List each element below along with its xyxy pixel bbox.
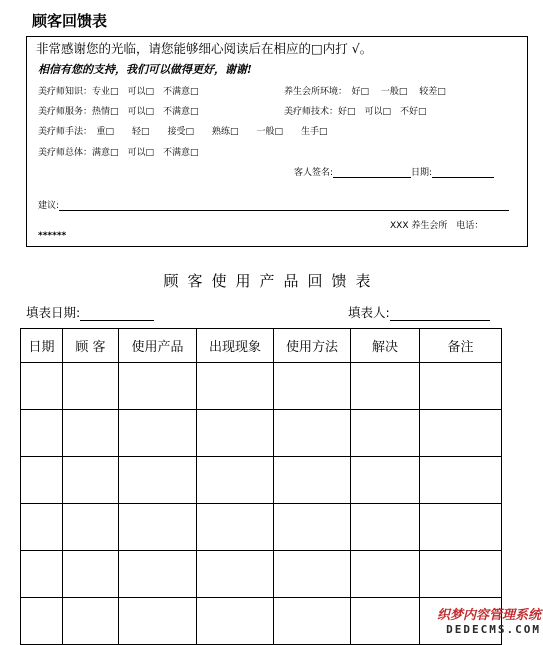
overall-rating-row[interactable]: 美疗师总体：满意□ 可以□ 不满意□ <box>38 148 199 158</box>
column-header: 使用方法 <box>274 329 351 363</box>
filler-line[interactable] <box>390 307 490 321</box>
service-rating-row[interactable]: 美疗师服务：热情□ 可以□ 不满意□ <box>38 107 199 117</box>
form1-stars: ****** <box>38 231 67 241</box>
table-cell[interactable] <box>420 504 502 551</box>
table-cell[interactable] <box>197 504 274 551</box>
table-row <box>21 410 502 457</box>
table-cell[interactable] <box>21 410 63 457</box>
table-cell[interactable] <box>274 457 351 504</box>
table-cell[interactable] <box>351 551 420 598</box>
table-cell[interactable] <box>274 410 351 457</box>
table-cell[interactable] <box>21 551 63 598</box>
form1-callout: 相信有您的支持，我们可以做得更好，谢谢! <box>38 63 252 76</box>
table-cell[interactable] <box>197 363 274 410</box>
table-cell[interactable] <box>119 504 197 551</box>
column-header: 使用产品 <box>119 329 197 363</box>
watermark-line2: DEDECMS.COM <box>446 623 541 636</box>
watermark <box>437 604 541 636</box>
suggestion-field[interactable] <box>38 198 509 211</box>
table-cell[interactable] <box>63 598 119 645</box>
form1-title: 顾客回馈表 <box>32 12 108 30</box>
table-cell[interactable] <box>351 363 420 410</box>
technique-rating-row[interactable]: 美疗师技术：好□ 可以□ 不好□ <box>284 107 427 117</box>
table-cell[interactable] <box>63 551 119 598</box>
table-cell[interactable] <box>21 504 63 551</box>
product-feedback-table <box>20 328 502 645</box>
table-cell[interactable] <box>197 551 274 598</box>
table-cell[interactable] <box>274 504 351 551</box>
table-cell[interactable] <box>420 551 502 598</box>
table-row <box>21 457 502 504</box>
table-cell[interactable] <box>21 363 63 410</box>
form1-intro: 非常感谢您的光临，请您能够细心阅读后在相应的□内打 √。 <box>36 41 373 56</box>
table-cell[interactable] <box>119 363 197 410</box>
table-cell[interactable] <box>63 363 119 410</box>
column-header: 顾 客 <box>63 329 119 363</box>
table-cell[interactable] <box>119 598 197 645</box>
environment-rating-row[interactable]: 养生会所环境： 好□ 一般□ 较差□ <box>284 87 446 97</box>
table-header-row <box>21 329 502 363</box>
watermark-line1: 织梦内容管理系统 <box>436 608 541 623</box>
manipulation-rating-row[interactable]: 美疗师手法： 重□ 轻□ 接受□ 熟练□ 一般□ 生手□ <box>38 127 328 137</box>
table-cell[interactable] <box>274 598 351 645</box>
fill-date-field[interactable] <box>26 303 154 321</box>
table-cell[interactable] <box>351 504 420 551</box>
fill-date-label: 填表日期: <box>26 305 81 320</box>
table-cell[interactable] <box>119 410 197 457</box>
table-row <box>21 363 502 410</box>
table-cell[interactable] <box>21 457 63 504</box>
table-cell[interactable] <box>351 457 420 504</box>
table-cell[interactable] <box>63 410 119 457</box>
table-cell[interactable] <box>274 363 351 410</box>
table-cell[interactable] <box>351 410 420 457</box>
form2-title: 顾客使用产品回馈表 <box>163 272 380 290</box>
column-header: 日期 <box>21 329 63 363</box>
table-cell[interactable] <box>63 504 119 551</box>
table-cell[interactable] <box>197 410 274 457</box>
knowledge-rating-row[interactable]: 美疗师知识：专业□ 可以□ 不满意□ <box>38 87 199 97</box>
signature-line[interactable] <box>333 167 411 178</box>
date-line[interactable] <box>432 167 494 178</box>
table-cell[interactable] <box>420 457 502 504</box>
column-header: 备注 <box>420 329 502 363</box>
column-header: 出现现象 <box>197 329 274 363</box>
signature-label: 客人签名: <box>294 168 334 178</box>
table-cell[interactable] <box>21 598 63 645</box>
table-row <box>21 504 502 551</box>
table-cell[interactable] <box>274 551 351 598</box>
filler-label: 填表人: <box>348 305 390 320</box>
date-label: 日期: <box>411 168 433 178</box>
table-cell[interactable] <box>119 457 197 504</box>
table-row <box>21 598 502 645</box>
filler-field[interactable] <box>348 303 490 321</box>
form1-footer: XXX 养生会所 电话： <box>390 221 484 231</box>
table-cell[interactable] <box>63 457 119 504</box>
column-header: 解决 <box>351 329 420 363</box>
table-cell[interactable] <box>420 363 502 410</box>
table-cell[interactable] <box>197 457 274 504</box>
table-row <box>21 551 502 598</box>
table-cell[interactable] <box>420 410 502 457</box>
suggestion-label: 建议: <box>38 201 60 211</box>
signature-field[interactable] <box>294 165 494 178</box>
table-cell[interactable] <box>351 598 420 645</box>
suggestion-line[interactable] <box>59 200 509 211</box>
fill-date-line[interactable] <box>80 307 154 321</box>
table-cell[interactable] <box>197 598 274 645</box>
table-cell[interactable] <box>119 551 197 598</box>
